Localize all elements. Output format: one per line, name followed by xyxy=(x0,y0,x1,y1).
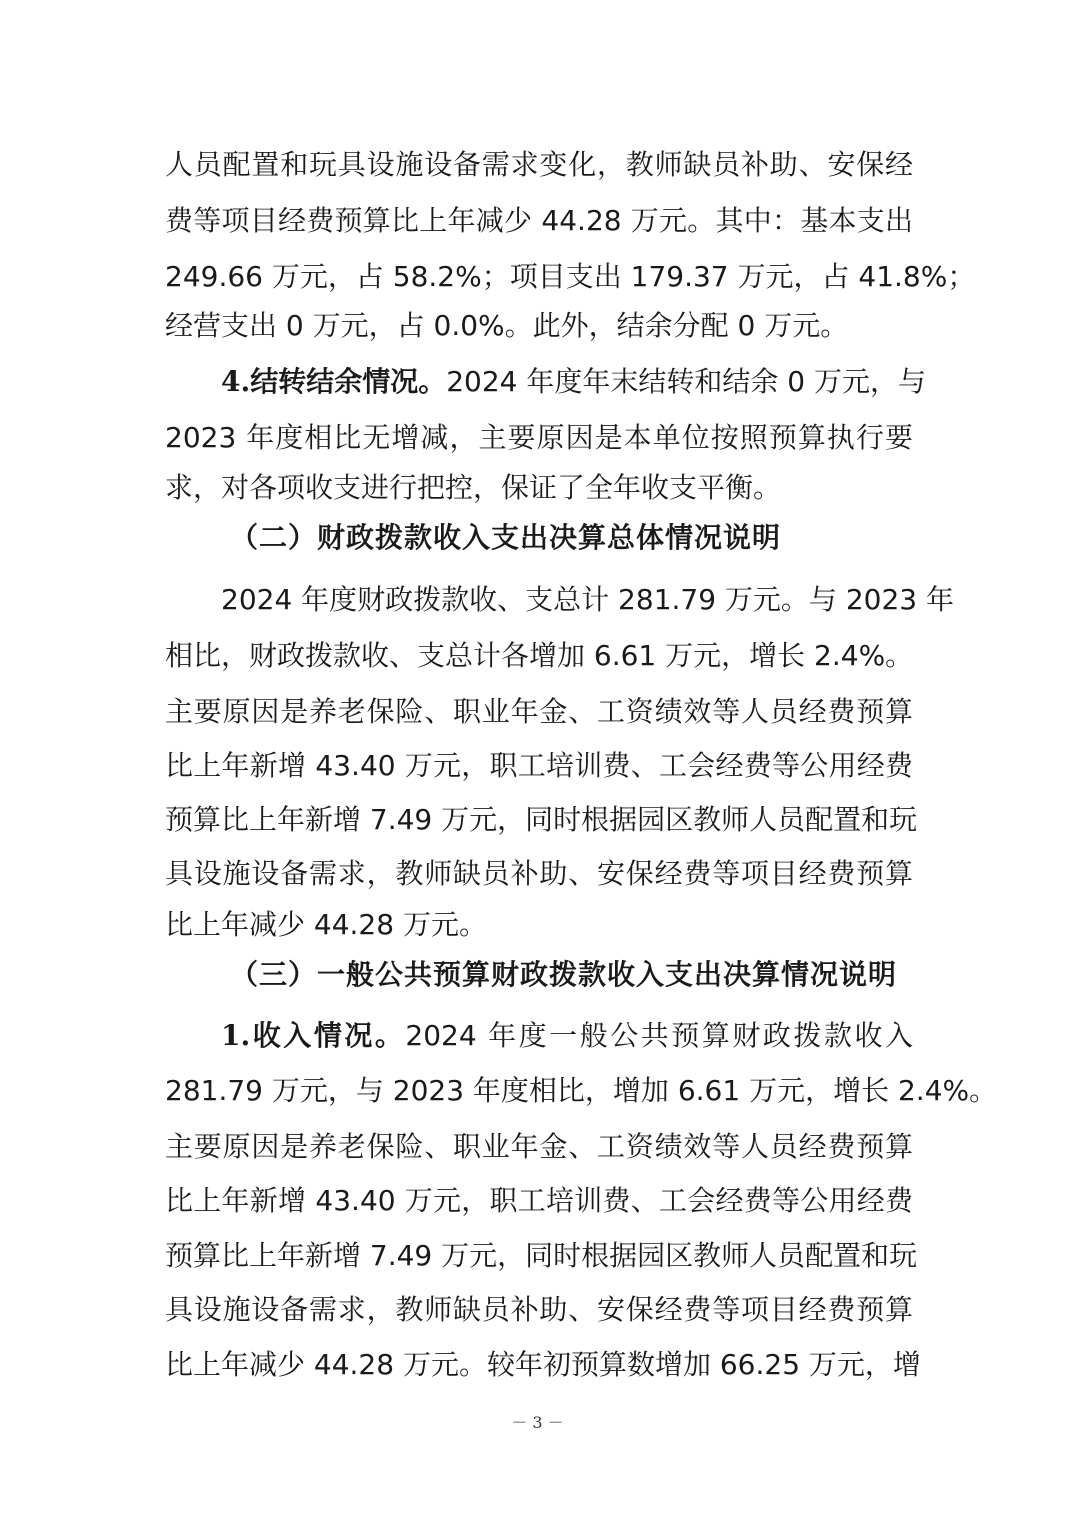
paragraph-line: 具设施设备需求，教师缺员补助、安保经费等项目经费预算 xyxy=(165,857,913,890)
paragraph-line: 预算比上年新增 7.49 万元，同时根据园区教师人员配置和玩 xyxy=(165,1239,918,1272)
paragraph-line: 比上年新增 43.40 万元，职工培训费、工会经费等公用经费 xyxy=(165,1184,913,1217)
paragraph-line xyxy=(221,362,927,402)
section-heading: （三）一般公共预算财政拨款收入支出决算情况说明 xyxy=(230,958,898,991)
section-heading: （二）财政拨款收入支出决算总体情况说明 xyxy=(230,521,782,554)
paragraph-line: 主要原因是养老保险、职业年金、工资绩效等人员经费预算 xyxy=(165,695,913,728)
paragraph-line: 预算比上年新增 7.49 万元，同时根据园区教师人员配置和玩 xyxy=(165,803,918,836)
paragraph-lead: 1.收入情况。 xyxy=(221,1019,406,1052)
paragraph-line: 2023 年度相比无增减，主要原因是本单位按照预算执行要 xyxy=(165,421,913,454)
paragraph-line: 比上年减少 44.28 万元。较年初预算数增加 66.25 万元，增 xyxy=(165,1348,921,1381)
paragraph-text: 2024 年度一般公共预算财政拨款收入 xyxy=(405,1019,913,1052)
paragraph-line: 主要原因是养老保险、职业年金、工资绩效等人员经费预算 xyxy=(165,1130,913,1163)
paragraph-line: 具设施设备需求，教师缺员补助、安保经费等项目经费预算 xyxy=(165,1293,913,1326)
paragraph-line xyxy=(221,1016,913,1056)
paragraph-line: 经营支出 0 万元，占 0.0%。此外，结余分配 0 万元。 xyxy=(165,309,849,342)
paragraph-text: 2024 年度年末结转和结余 0 万元，与 xyxy=(446,365,927,398)
paragraph-line: 人员配置和玩具设施设备需求变化，教师缺员补助、安保经 xyxy=(165,148,913,181)
paragraph-line: 比上年新增 43.40 万元，职工培训费、工会经费等公用经费 xyxy=(165,749,913,782)
paragraph-line: 2024 年度财政拨款收、支总计 281.79 万元。与 2023 年 xyxy=(221,583,954,616)
paragraph-line: 281.79 万元，与 2023 年度相比，增加 6.61 万元，增长 2.4%。 xyxy=(165,1074,998,1107)
paragraph-line: 相比，财政拨款收、支总计各增加 6.61 万元，增长 2.4%。 xyxy=(165,639,914,672)
paragraph-line: 比上年减少 44.28 万元。 xyxy=(165,908,487,941)
paragraph-lead: 4.结转结余情况。 xyxy=(221,365,447,398)
paragraph-line: 费等项目经费预算比上年减少 44.28 万元。其中：基本支出 xyxy=(165,204,913,237)
paragraph-line: 求，对各项收支进行把控，保证了全年收支平衡。 xyxy=(165,471,782,504)
page-number: － 3 － xyxy=(511,1413,564,1432)
paragraph-line: 249.66 万元，占 58.2%；项目支出 179.37 万元，占 41.8%； xyxy=(165,260,976,293)
